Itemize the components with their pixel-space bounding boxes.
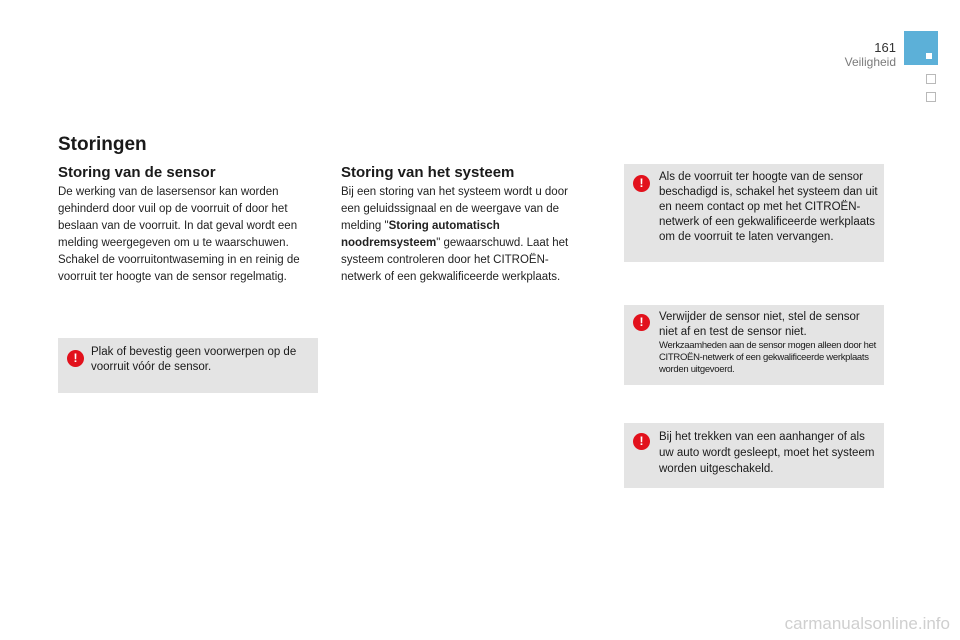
system-body-start: Bij een storing van het systeem wordt u door een geluidssignaal en de weergave van de melding " — [341, 186, 568, 232]
section-tab[interactable] — [926, 92, 936, 102]
warning-box-remove — [624, 305, 884, 385]
page-title: Storingen — [58, 134, 147, 155]
sensor-heading: Storing van de sensor — [58, 164, 216, 181]
exclamation-icon: ! — [633, 314, 650, 331]
warning-box-sensor — [58, 338, 318, 393]
warning-text: Bij het trekken van een aanhanger of als uw auto wordt gesleept, moet het systeem worden uitgeschakeld. — [659, 431, 875, 475]
system-heading: Storing van het systeem — [341, 164, 515, 181]
section-label: Veiligheid — [844, 55, 896, 69]
system-body-end: " gewaarschuwd. Laat het systeem controleren door het CITROËN-netwerk of een gekwalificeerde werkplaats. — [341, 237, 569, 283]
section-tab-active[interactable] — [904, 31, 938, 65]
warning-box-towing — [624, 423, 884, 488]
warning-main: Verwijder de sensor niet, stel de sensor niet af en test de sensor niet. — [659, 311, 860, 338]
warning-text: Als de voorruit ter hoogte van de sensor beschadigd is, schakel het systeem dan uit en neem contact op met het CITROËN-netwerk of een gekwalificeerde werkplaats om de voorruit te laten vervangen. — [659, 171, 878, 243]
warning-small: Werkzaamheden aan de sensor mogen alleen door het CITROËN-netwerk of een gekwalificeerde werkplaats worden uitgevoerd. — [659, 340, 876, 375]
warning-box-damage — [624, 164, 884, 262]
warning-text: Plak of bevestig geen voorwerpen op de voorruit vóór de sensor. — [91, 346, 297, 373]
warning-text — [659, 310, 881, 376]
page-number: 161 — [874, 40, 896, 55]
exclamation-icon: ! — [633, 433, 650, 450]
section-tab[interactable] — [926, 74, 936, 84]
watermark: carmanualsonline.info — [784, 614, 950, 633]
sensor-body: De werking van de lasersensor kan worden gehinderd door vuil op de voorruit of door het beslaan van de voorruit. In dat geval wordt een melding weergegeven om u te waarschuwen. Schakel de voorruitontwaseming in en reinig de voorruit ter hoogte van de sensor regelmatig. — [58, 186, 300, 283]
tab-dot-icon — [926, 53, 932, 59]
exclamation-icon: ! — [633, 175, 650, 192]
exclamation-icon: ! — [67, 350, 84, 367]
system-body — [341, 184, 581, 286]
system-body-message: Storing automatisch noodremsysteem — [341, 220, 500, 249]
